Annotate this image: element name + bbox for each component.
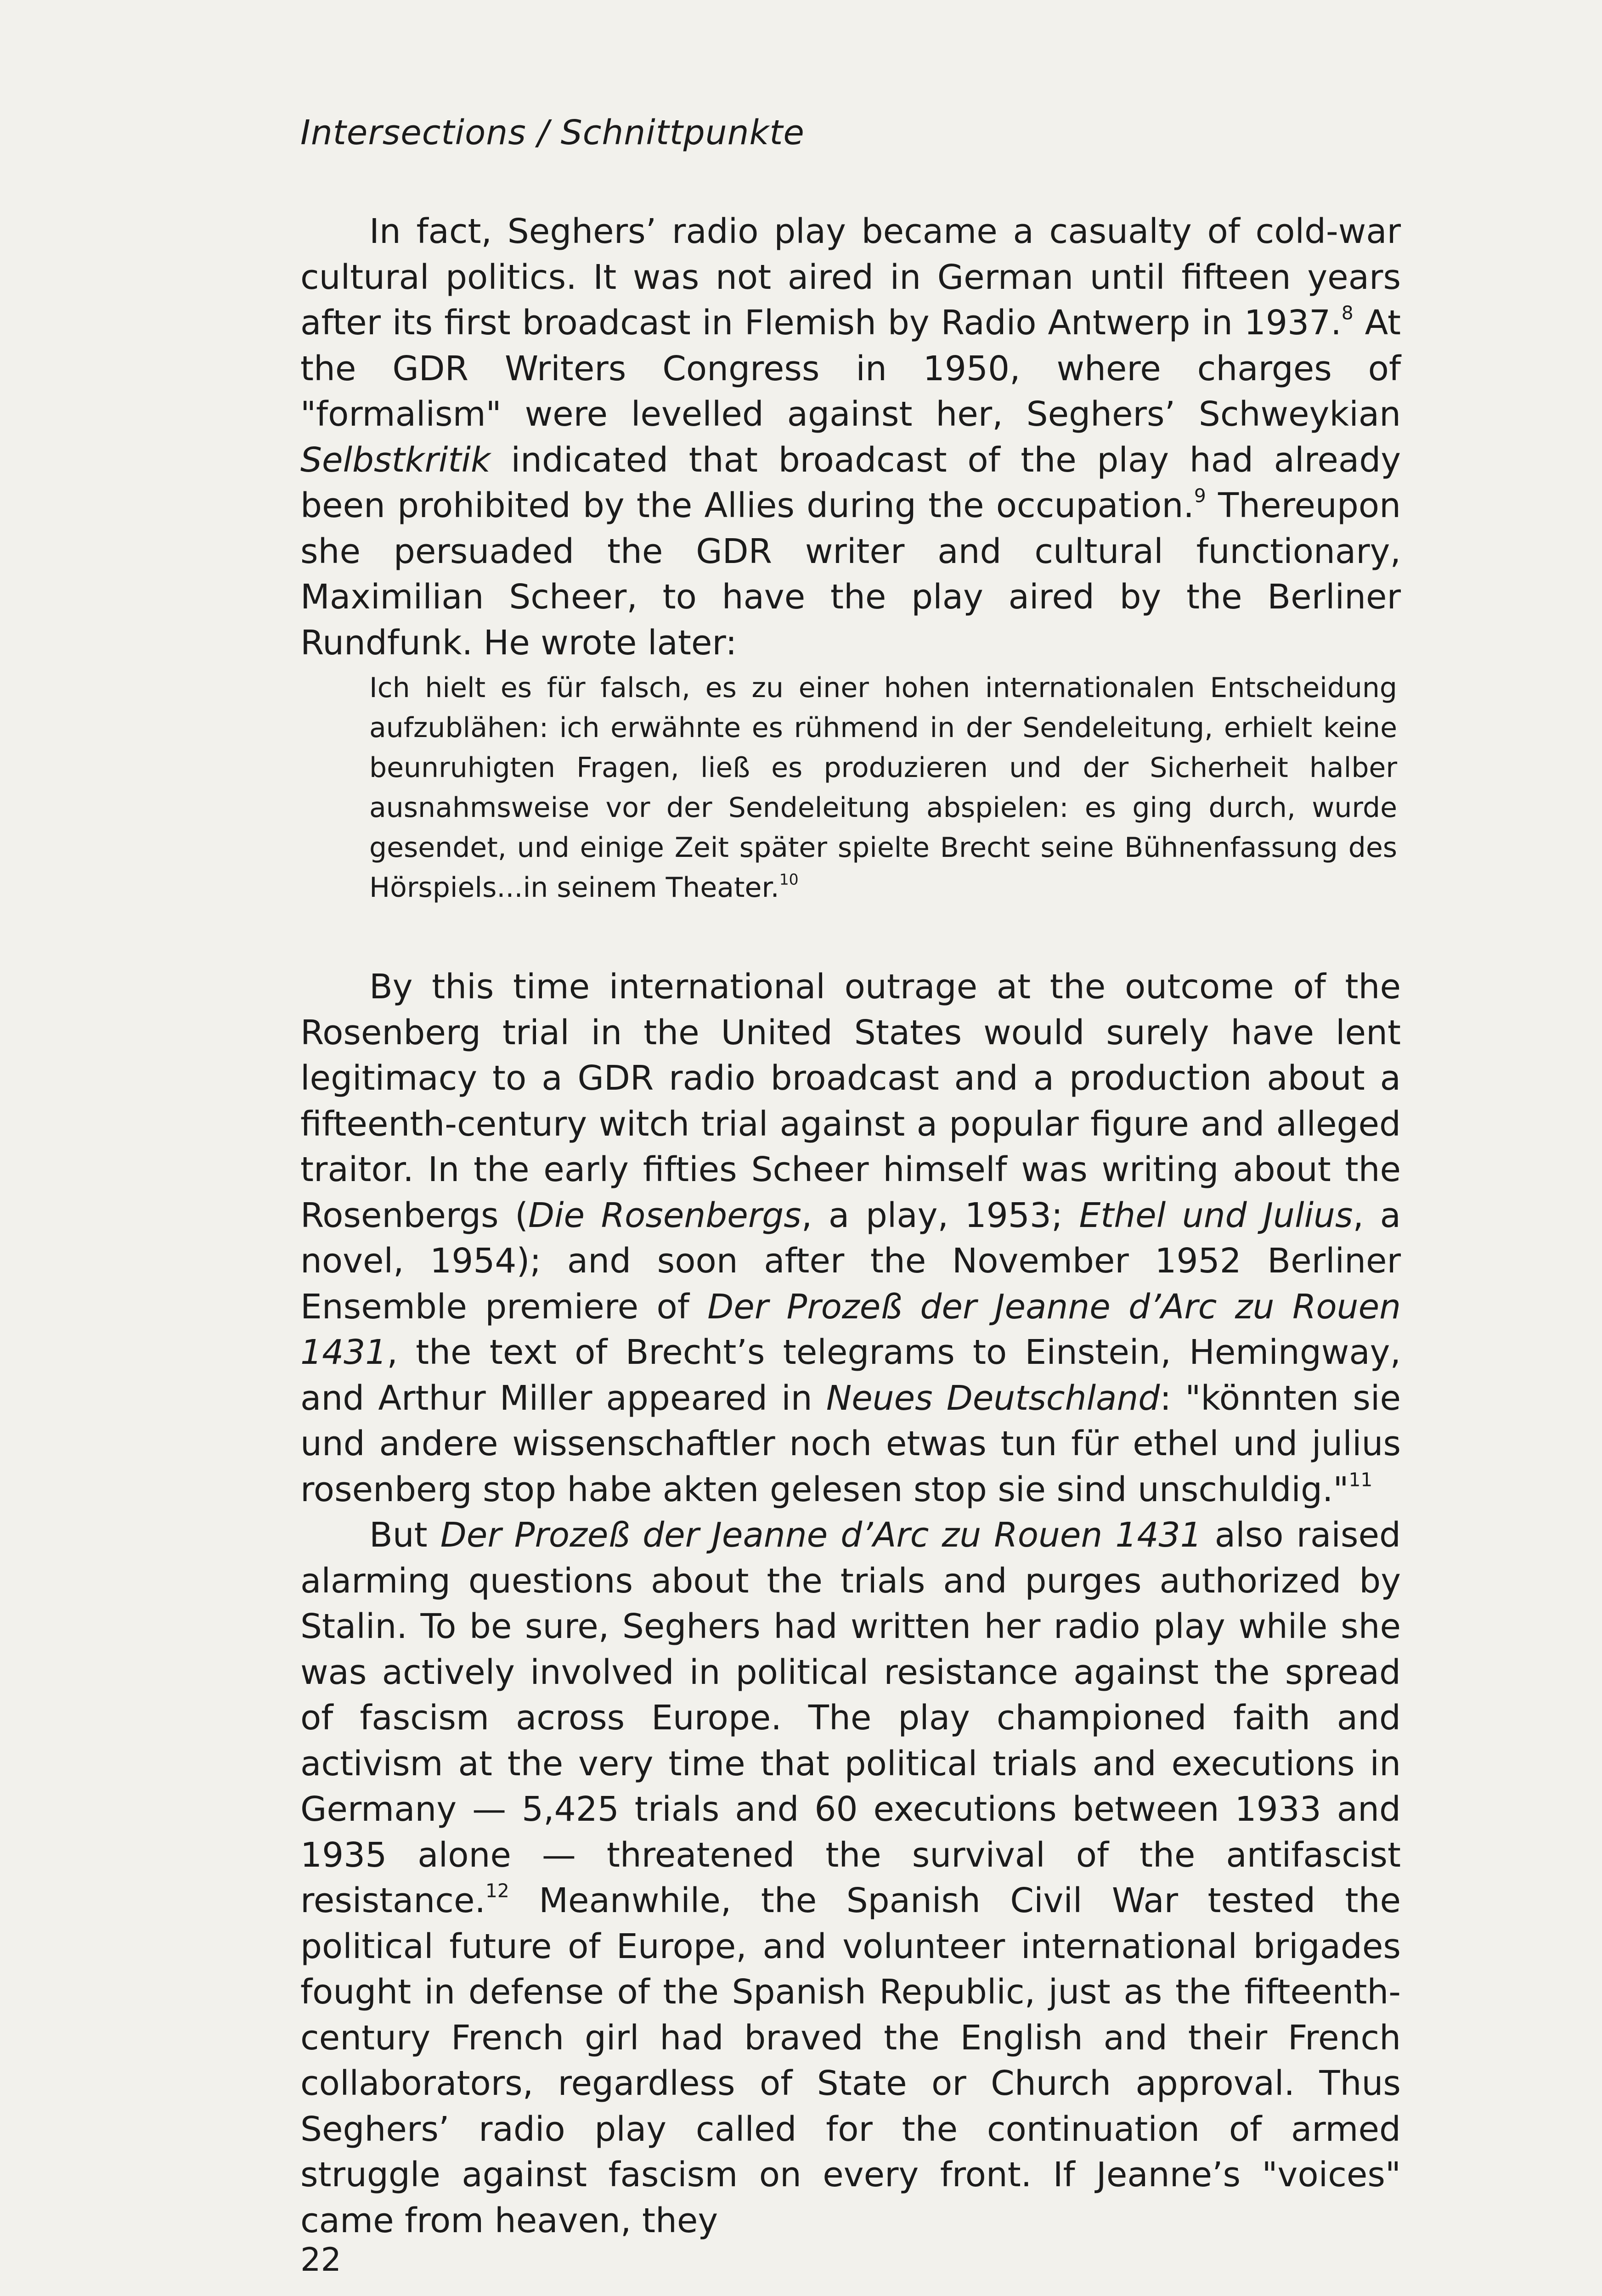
p2-text-1: By this time international outrage at the outcome of the Rosenberg trial in the United States would surely have lent legitimacy to a GDR radio broadcast and a production about a fifteenth-century witch trial against a popular figure and alleged traitor. In the early fifties Scheer himself was writing about the Rosenbergs ( — [300, 967, 1401, 1235]
page-number: 22 — [300, 2241, 342, 2279]
footnote-ref-12: 12 — [485, 1880, 509, 1902]
footnote-ref-10: 10 — [779, 870, 799, 889]
p3-text-1: But — [369, 1515, 440, 1555]
running-head: Intersections / Schnittpunkte — [300, 113, 805, 152]
block-quote — [369, 668, 1397, 908]
p2-text-3: , a novel, 1954); and soon after the November 1952 Berliner Ensemble premiere of — [300, 1195, 1401, 1327]
paragraph-3 — [300, 1513, 1401, 2244]
body-section-1 — [300, 209, 1401, 666]
p2-italic-1: Die Rosenbergs — [528, 1195, 801, 1235]
p1-text-4: Thereupon she persuaded the GDR writer and cultural functionary, Maximilian Scheer, to have the play aired by the Berliner Rundfunk. He wrote later: — [300, 486, 1401, 663]
p2-italic-4: Neues Deutschland — [826, 1378, 1160, 1418]
paragraph-1 — [300, 209, 1401, 666]
p1-text-2: At the GDR Writers Congress in 1950, where charges of "formalism" were levelled against her, Seghers’ Schweykian — [300, 303, 1401, 434]
p2-italic-3: Der Prozeß der Jeanne d’Arc zu Rouen 1431 — [300, 1287, 1401, 1372]
footnote-ref-11: 11 — [1348, 1468, 1373, 1491]
p1-italic-selbstkritik: Selbstkritik — [300, 440, 491, 480]
footnote-ref-8: 8 — [1341, 302, 1354, 324]
p3-text-3: Meanwhile, the Spanish Civil War tested the political future of Europe, and volunteer international brigades fought in defense of the Spanish Republic, just as the fifteenth-century French girl had braved the English and their French collaborators, regardless of State or Church approval. Thus Seghers’ radio play called for the continuation of armed struggle against fascism on every front. If Jeanne’s "voices" came from heaven, they — [300, 1881, 1401, 2240]
paragraph-2 — [300, 964, 1401, 1513]
p2-text-2: , a play, 1953; — [801, 1195, 1079, 1235]
body-section-2 — [300, 964, 1401, 2244]
p3-italic-1: Der Prozeß der Jeanne d’Arc zu Rouen 1431 — [440, 1515, 1202, 1555]
p3-text-2: also raised alarming questions about the trials and purges authorized by Stalin. To be sure, Seghers had written her radio play while she was actively involved in political resistance against the spread of fascism across Europe. The play championed faith and activism at the very time that political trials and executions in Germany — 5,425 trials and 60 executions between 1933 and 1935 alone — threatened the survival of the antifascist resistance. — [300, 1515, 1401, 1920]
p2-text-5: : "könnten sie und andere wissenschaftler noch etwas tun für ethel und julius rosenberg stop habe akten gelesen stop sie sind unschuldig." — [300, 1378, 1401, 1509]
quote-paragraph — [369, 668, 1397, 908]
footnote-ref-9: 9 — [1194, 484, 1206, 507]
p1-text-1: In fact, Seghers’ radio play became a casualty of cold-war cultural politics. It was not aired in German until fifteen years after its first broadcast in Flemish by Radio Antwerp in 1937. — [300, 212, 1401, 343]
p2-italic-2: Ethel und Julius — [1079, 1195, 1353, 1235]
p2-text-4: , the text of Brecht’s telegrams to Einstein, Hemingway, and Arthur Miller appeared in — [300, 1333, 1401, 1418]
p1-text-3: indicated that broadcast of the play had already been prohibited by the Allies during the occupation. — [300, 440, 1401, 525]
quote-text: Ich hielt es für falsch, es zu einer hohen internationalen Entscheidung aufzublähen: ich erwähnte es rühmend in der Sendeleitung, erhielt keine beunruhigten Fragen, ließ es produzieren und der Sicherheit halber ausnahmsweise vor der Sendeleitung abspielen: es ging durch, wurde gesendet, und einige Zeit später spielte Brecht seine Bühnenfassung des Hörspiels...in seinem Theater. — [369, 672, 1397, 904]
